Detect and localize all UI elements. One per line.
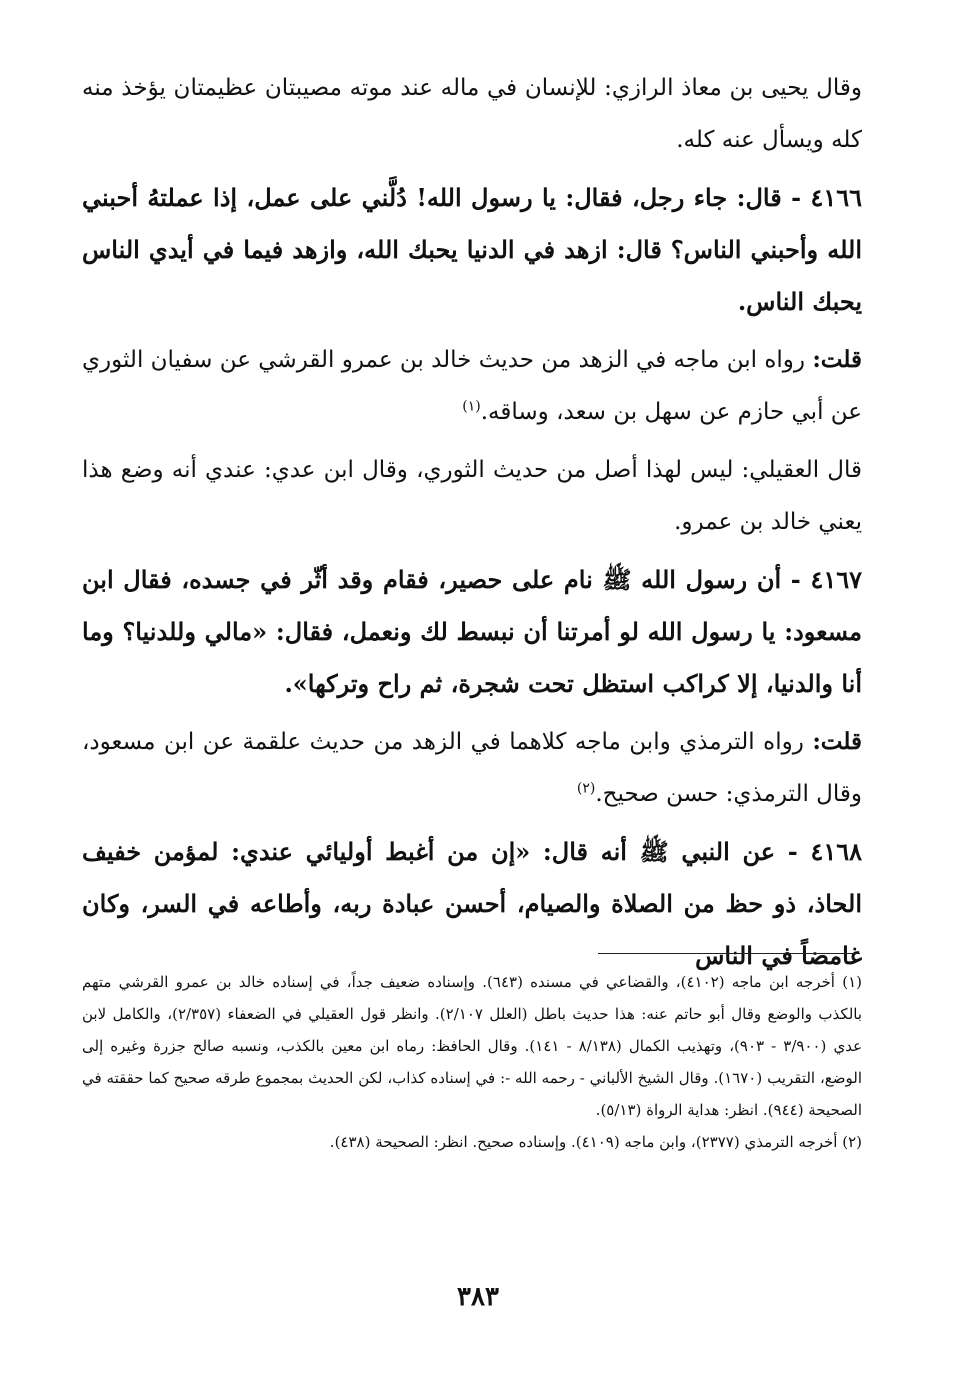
paragraph-text: وقال يحيى بن معاذ الرازي: للإنسان في ماله عند موته مصيبتان عظيمتان يؤخذ منه كله ويسأل عنه كله. — [82, 75, 862, 153]
footnote-ref-1: (١) — [462, 398, 481, 415]
hadith-4166 — [82, 172, 862, 328]
paragraph-text: ٤١٦٧ - أن رسول الله ﷺ نام على حصير، فقام وقد أثّر في جسده، فقال ابن مسعود: يا رسول الله لو أمرتنا أن نبسط لك ونعمل، فقال: «مالي وللدنيا؟ وما أنا والدنيا، إلا كراكب استظل تحت شجرة، ثم راح وتركها». — [82, 565, 863, 698]
paragraph-text: رواه ابن ماجه في الزهد من حديث خالد بن عمرو القرشي عن سفيان الثوري عن أبي حازم عن سهل بن سعد، وساقه. — [82, 347, 862, 425]
paragraph-lead: قلت: — [812, 728, 862, 755]
footnote-1 — [82, 966, 862, 1126]
footnote-text: أخرجه ابن ماجه (٤١٠٢)، والقضاعي في مسنده (٦٤٣). وإسناده ضعيف جداً، في إسناده خالد بن عمرو القرشي متهم بالكذب والوضع وقال أبو حاتم عنه: هذا حديث باطل (العلل ٢/١٠٧). وانظر قول العقيلي في الضعفاء (٢/٣٥٧)، والكامل لابن عدي (٣/٩٠٠ - ٩٠٣)، وتهذيب الكمال (٨/١٣٨ - ١٤١). وقال الحافظ: رماه ابن معين بالكذب، ونسبه صالح جزرة وغيره إلى الوضع، التقريب (١٦٧٠). وقال الشيخ الألباني - رحمه الله -: في إسناده كذاب، لكن الحديث بمجموع طرقه صحيح كما حققته في الصحيحة (٩٤٤). انظر: هداية الرواة (٥/١٣). — [82, 973, 863, 1119]
footnote-number: (٢) — [842, 1133, 862, 1151]
footnotes — [82, 966, 862, 1158]
main-text — [82, 62, 862, 988]
footnote-2 — [82, 1126, 862, 1158]
page-number: ٣٨٣ — [457, 1282, 499, 1312]
paragraph-razi-quote — [82, 62, 862, 166]
commentary-4166 — [82, 334, 862, 438]
paragraph-text: ٤١٦٨ - عن النبي ﷺ أنه قال: «إن من أغبط أوليائي عندي: لمؤمن خفيف الحاذ، ذو حظ من الصلاة والصيام، أحسن عبادة ربه، وأطاعه في السر، وكان غامضاً في الناس — [82, 837, 862, 970]
footnote-text: أخرجه الترمذي (٢٣٧٧)، وابن ماجه (٤١٠٩). وإسناده صحيح. انظر: الصحيحة (٤٣٨). — [329, 1133, 838, 1151]
commentary-uqayli — [82, 444, 862, 548]
paragraph-lead: قلت: — [812, 346, 862, 373]
footnote-divider — [598, 953, 860, 954]
commentary-4167 — [82, 716, 862, 820]
paragraph-text: ٤١٦٦ - قال: جاء رجل، فقال: يا رسول الله! دُلَّني على عمل، إذا عملتهُ أحبني الله وأحبني الناس؟ قال: ازهد في الدنيا يحبك الله، وازهد فيما في أيدي الناس يحبك الناس. — [82, 183, 862, 316]
hadith-4168 — [82, 826, 862, 982]
footnote-ref-2: (٢) — [576, 780, 596, 797]
footnote-number: (١) — [842, 973, 862, 991]
paragraph-text: قال العقيلي: ليس لهذا أصل من حديث الثوري، وقال ابن عدي: عندي أنه وضع هذا يعني خالد بن عمرو. — [82, 457, 862, 535]
hadith-4167 — [82, 554, 862, 710]
paragraph-text: رواه الترمذي وابن ماجه كلاهما في الزهد من حديث علقمة عن ابن مسعود، وقال الترمذي: حسن صحيح. — [82, 729, 862, 807]
